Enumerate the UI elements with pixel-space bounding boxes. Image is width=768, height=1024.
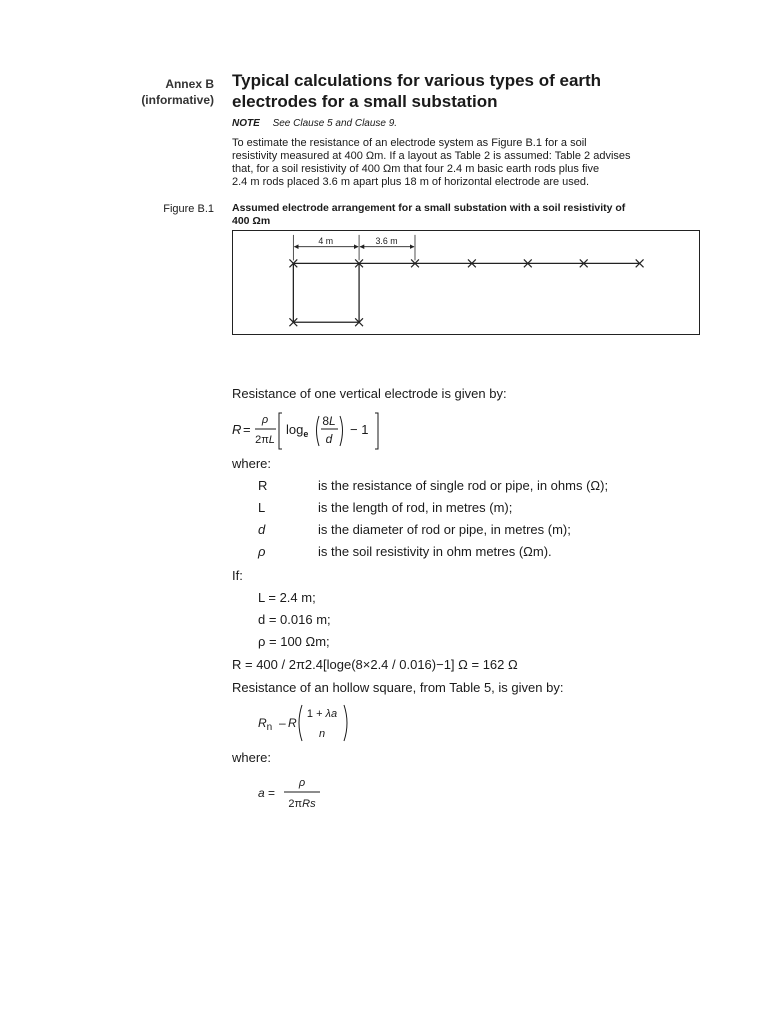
note [232, 118, 397, 129]
a-formula [258, 772, 338, 819]
annex-title-line2: electrodes for a small substation [232, 92, 498, 111]
def-symbol-d: d [258, 522, 266, 537]
def-text-rho: is the soil resistivity in ohm metres (Ωm). [318, 544, 552, 559]
rod-resistance-formula [232, 408, 392, 452]
svg-text:a: a [258, 786, 265, 800]
intro-line2: resistivity measured at 400 Ωm. If a layout as Table 2 is assumed: Table 2 advises [232, 150, 631, 162]
svg-text:ρ: ρ [261, 414, 269, 426]
svg-text:R: R [232, 422, 242, 437]
svg-text:d: d [325, 432, 333, 446]
def-symbol-rho: ρ [258, 544, 266, 559]
svg-text:=: = [243, 422, 251, 437]
resistance-intro: Resistance of one vertical electrode is given by: [232, 386, 507, 401]
intro-paragraph [232, 137, 702, 189]
annex-label-block [60, 76, 214, 108]
svg-text:=: = [268, 786, 276, 800]
square-where-label: where: [232, 750, 272, 765]
note-text: See Clause 5 and Clause 9. [272, 118, 398, 129]
square-intro: Resistance of an hollow square, from Table 5, is given by: [232, 680, 564, 695]
svg-text:8L: 8L [322, 414, 336, 428]
svg-text:–: – [279, 716, 286, 730]
dim-label-4m: 4 m [318, 235, 334, 246]
svg-text:− 1: − 1 [350, 422, 369, 437]
figure-label: Figure B.1 [163, 203, 214, 215]
svg-text:1 + λa: 1 + λa [306, 708, 338, 720]
def-text-L: is the length of rod, in metres (m); [318, 500, 513, 515]
def-text-R: is the resistance of single rod or pipe, in ohms (Ω); [318, 478, 609, 493]
svg-text:loge: $\log_e$ [286, 422, 309, 439]
intro-line3: that, for a soil resistivity of 400 Ωm that four 2.4 m basic earth rods plus five [232, 163, 600, 175]
annex-sublabel: (informative) [141, 93, 214, 107]
def-text-d: is the diameter of rod or pipe, in metres (m); [318, 522, 571, 537]
where-label: where: [232, 456, 272, 471]
value-L: L = 2.4 m; [258, 590, 316, 605]
rod-markers [289, 259, 643, 326]
svg-text:2πL: 2πL [255, 434, 275, 446]
annex-label: Annex B [165, 77, 214, 91]
figure-caption-line2: 400 Ωm [232, 215, 271, 227]
value-rho: ρ = 100 Ωm; [258, 634, 330, 649]
hollow-square-electrode [293, 263, 359, 322]
svg-text:R: R [288, 716, 297, 730]
svg-text:ρ: ρ [298, 777, 306, 789]
svg-text:Rn: $R_n$ [258, 716, 273, 733]
rod-resistance-equation [232, 408, 392, 452]
a-equation [258, 772, 338, 814]
annex-title [232, 70, 692, 112]
dim-label-3-6m: 3.6 m [375, 235, 398, 246]
annex-title-line1: Typical calculations for various types of earth [232, 71, 602, 90]
def-symbol-L: L [258, 500, 266, 515]
intro-line1: To estimate the resistance of an electrode system as Figure B.1 for a soil [232, 137, 587, 149]
result-equation: R = 400 / 2π2.4[loge(8×2.4 / 0.016)−1] Ω = 162 Ω [232, 657, 518, 672]
figure-caption [232, 202, 702, 228]
square-resistance-equation [258, 702, 368, 744]
square-formula [258, 702, 368, 749]
if-label: If: [232, 568, 243, 583]
intro-line4: 2.4 m rods placed 3.6 m apart plus 18 m of horizontal electrode are used. [232, 176, 590, 188]
value-d: d = 0.016 m; [258, 612, 331, 627]
note-label: NOTE [232, 118, 260, 129]
electrode-diagram [233, 231, 699, 334]
figure-caption-line1: Assumed electrode arrangement for a small substation with a soil resistivity of [232, 202, 626, 214]
svg-text:n: n [318, 728, 326, 740]
def-symbol-R: R [258, 478, 268, 493]
svg-text:2πRs: 2πRs [288, 798, 316, 810]
electrode-arrangement-figure [232, 230, 700, 335]
